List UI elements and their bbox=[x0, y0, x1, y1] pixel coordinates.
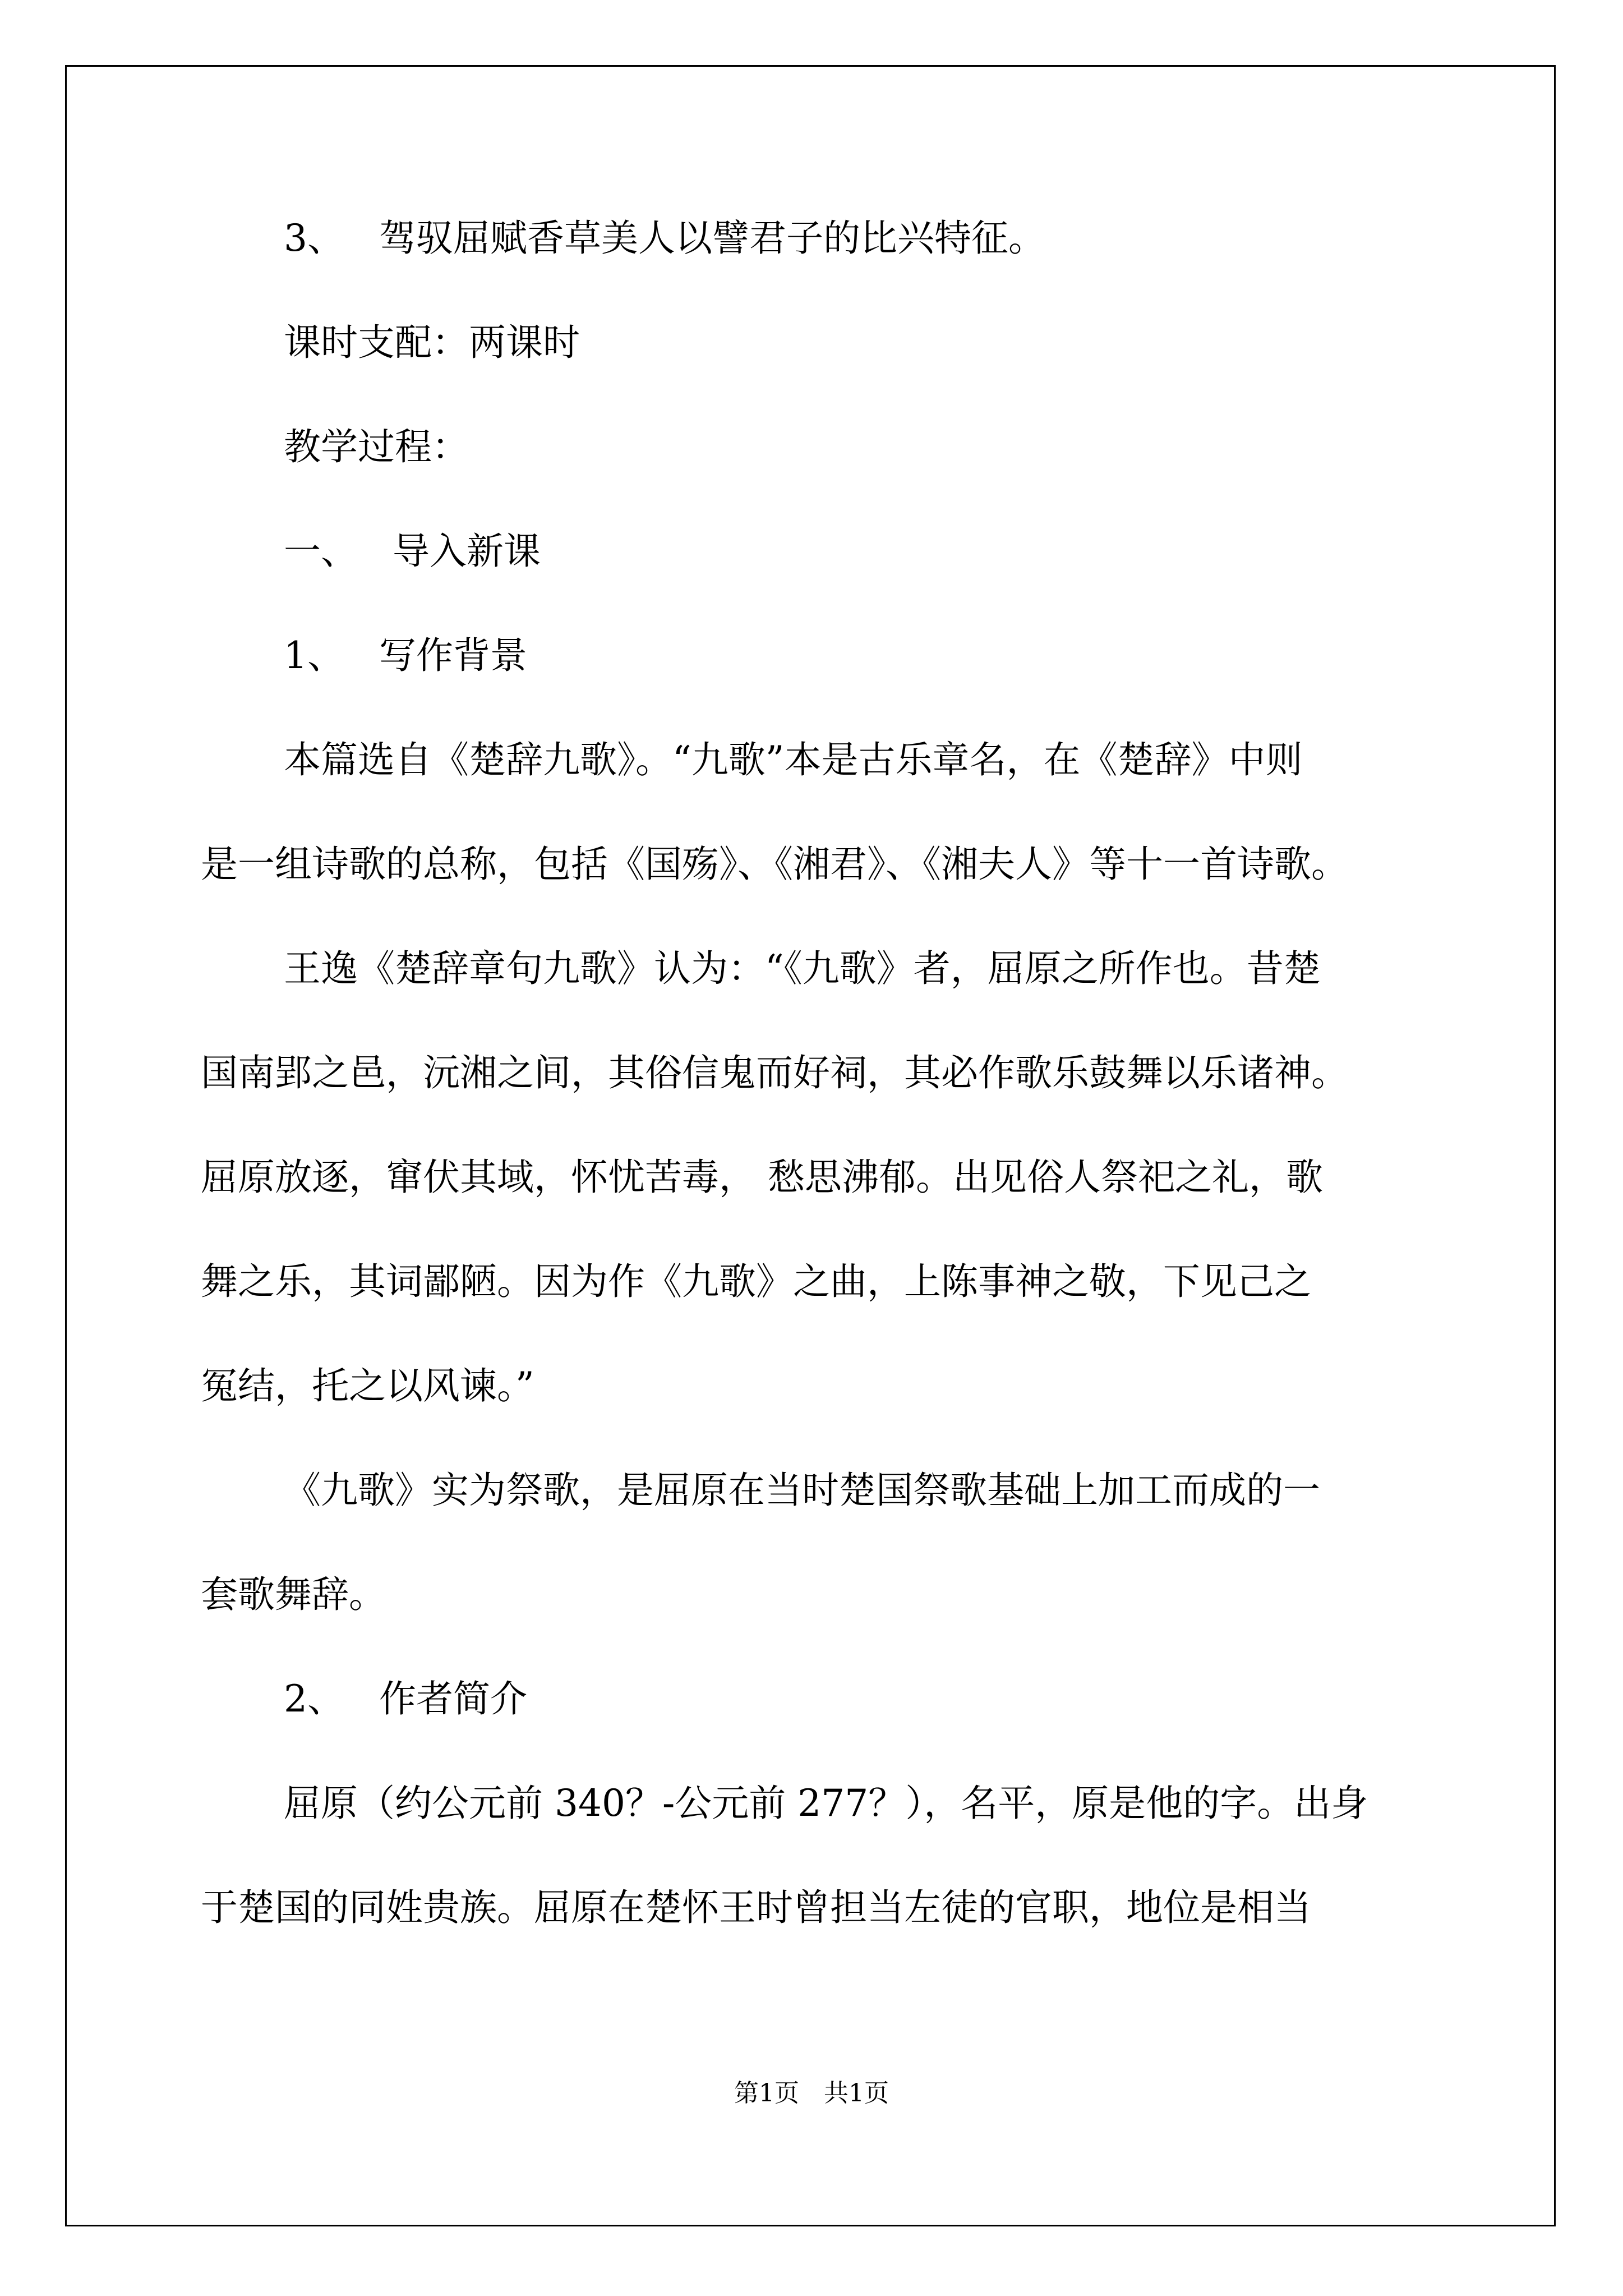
page-footer: 第1页 共1页 bbox=[734, 2079, 889, 2108]
subheading-number: 1、 bbox=[284, 634, 344, 677]
subheading-title: 作者简介 bbox=[379, 1677, 527, 1720]
paragraph-line: 王逸《楚辞章句九歌》认为：“《九歌》者，屈原之所作也。昔楚 bbox=[284, 947, 1321, 990]
subheading-title: 写作背景 bbox=[379, 634, 527, 677]
list-item-number: 3、 bbox=[284, 217, 344, 260]
paragraph-line: 于楚国的同姓贵族。屈原在楚怀王时曾担当左徒的官职，地位是相当 bbox=[201, 1886, 1311, 1929]
list-item-3 bbox=[284, 213, 1045, 264]
paragraph-line: 套歌舞辞。 bbox=[201, 1573, 386, 1616]
paragraph-line: 屈原（约公元前 340？-公元前 277？），名平，原是他的字。出身 bbox=[284, 1782, 1368, 1825]
subheading-2 bbox=[284, 1674, 527, 1724]
schedule-line: 课时支配：两课时 bbox=[284, 321, 580, 364]
subheading-1 bbox=[284, 631, 527, 681]
paragraph-line: 屈原放逐，窜伏其域，怀忧苦毒， 愁思沸郁。出见俗人祭祀之礼，歌 bbox=[201, 1156, 1323, 1199]
section-number: 一、 bbox=[284, 530, 358, 573]
section-title: 导入新课 bbox=[393, 530, 541, 573]
paragraph-line: 舞之乐，其词鄙陋。因为作《九歌》之曲，上陈事神之敬，下见己之 bbox=[201, 1260, 1311, 1303]
paragraph-line: 国南郢之邑，沅湘之间，其俗信鬼而好祠，其必作歌乐鼓舞以乐诸神。 bbox=[201, 1051, 1348, 1094]
subheading-number: 2、 bbox=[284, 1677, 344, 1720]
paragraph-line: 冤结，托之以风谏。” bbox=[201, 1364, 534, 1407]
process-heading: 教学过程： bbox=[284, 425, 469, 468]
paragraph-line: 《九歌》实为祭歌，是屈原在当时楚国祭歌基础上加工而成的一 bbox=[284, 1469, 1320, 1512]
list-item-text: 驾驭屈赋香草美人以譬君子的比兴特征。 bbox=[379, 217, 1045, 260]
section-heading-1 bbox=[284, 526, 541, 577]
paragraph-line: 本篇选自《楚辞九歌》。“九歌”本是古乐章名，在《楚辞》中则 bbox=[284, 738, 1303, 781]
paragraph-line: 是一组诗歌的总称，包括《国殇》、《湘君》、《湘夫人》等十一首诗歌。 bbox=[201, 843, 1348, 886]
